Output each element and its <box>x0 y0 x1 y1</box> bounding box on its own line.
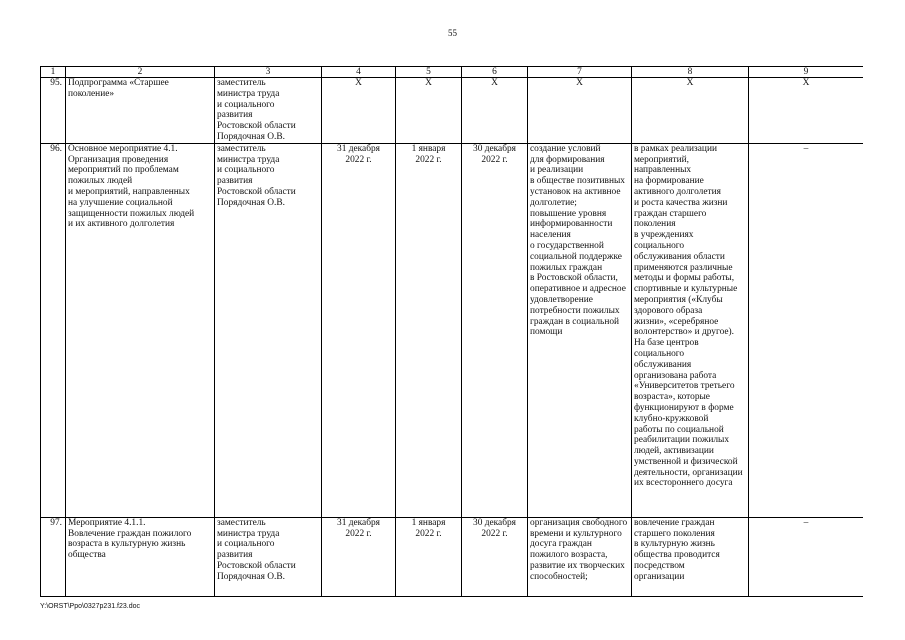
note: X <box>749 78 864 144</box>
column-header: 8 <box>632 67 749 78</box>
activity-name: Основное мероприятие 4.1. Организация проведения мероприятий по проблемам пожилых людей и мероприятий, направленных на улучшение социальной защищенности пожилых людей и их активного долголетия <box>66 143 215 517</box>
note: – <box>749 143 864 517</box>
start-date: 31 декабря 2022 г. <box>322 143 396 517</box>
activity-name: Подпрограмма «Старшее поколение» <box>66 78 215 144</box>
column-header: 7 <box>528 67 632 78</box>
expected-result: создание условий для формирования и реализации в обществе позитивных установок на активное долголетие; повышение уровня информированности населения о государственной социальной поддержке пожилых граждан в Ростовской области, оперативное и адресное удовлетворение потребности пожилых граждан в социальной помощи <box>528 143 632 517</box>
file-path-footer: Y:\ORST\Ppo\0327p231.f23.doc <box>40 603 141 610</box>
row-number: 95. <box>41 78 66 144</box>
table-row <box>41 143 864 517</box>
column-header: 1 <box>41 67 66 78</box>
actual-result: вовлечение граждан старшего поколения в культурную жизнь общества проводится посредством организации <box>632 517 749 597</box>
table-row <box>41 517 864 597</box>
report-table-container <box>40 66 863 597</box>
row-number: 96. <box>41 143 66 517</box>
responsible-executor: заместитель министра труда и социального развития Ростовской области Порядочная О.В. <box>215 143 322 517</box>
column-header: 4 <box>322 67 396 78</box>
end-date: X <box>396 78 462 144</box>
responsible-executor: заместитель министра труда и социального развития Ростовской области Порядочная О.В. <box>215 517 322 597</box>
column-header: 9 <box>749 67 864 78</box>
actual-result: в рамках реализации мероприятий, направленных на формирование активного долголетия и роста качества жизни граждан старшего поколения в учреждениях социального обслуживания области применяются различные методы и формы работы, спортивные и культурные мероприятия («Клубы здорового образа жизни», «серебряное волонтерство» и другое). На базе центров социального обслуживания организована работа «Университетов третьего возраста», которые функционируют в форме клубно-кружковой работы по социальной реабилитации пожилых людей, активизации умственной и физической деятельности, организации их всестороннего досуга <box>632 143 749 517</box>
column-header: 2 <box>66 67 215 78</box>
end-date: 1 января 2022 г. <box>396 143 462 517</box>
column-header: 6 <box>462 67 528 78</box>
start-date: X <box>322 78 396 144</box>
end-date: 1 января 2022 г. <box>396 517 462 597</box>
start-date: 31 декабря 2022 г. <box>322 517 396 597</box>
milestone-date: 30 декабря 2022 г. <box>462 143 528 517</box>
expected-result: X <box>528 78 632 144</box>
table-row <box>41 78 864 144</box>
column-header: 5 <box>396 67 462 78</box>
responsible-executor: заместитель министра труда и социального развития Ростовской области Порядочная О.В. <box>215 78 322 144</box>
page-number: 55 <box>448 28 457 38</box>
expected-result: организация свободного времени и культурного досуга граждан пожилого возраста, развитие их творческих способностей; <box>528 517 632 597</box>
column-number-row <box>41 67 864 78</box>
row-number: 97. <box>41 517 66 597</box>
milestone-date: X <box>462 78 528 144</box>
actual-result: X <box>632 78 749 144</box>
report-table <box>40 66 863 597</box>
milestone-date: 30 декабря 2022 г. <box>462 517 528 597</box>
column-header: 3 <box>215 67 322 78</box>
note: – <box>749 517 864 597</box>
activity-name: Мероприятие 4.1.1. Вовлечение граждан пожилого возраста в культурную жизнь общества <box>66 517 215 597</box>
